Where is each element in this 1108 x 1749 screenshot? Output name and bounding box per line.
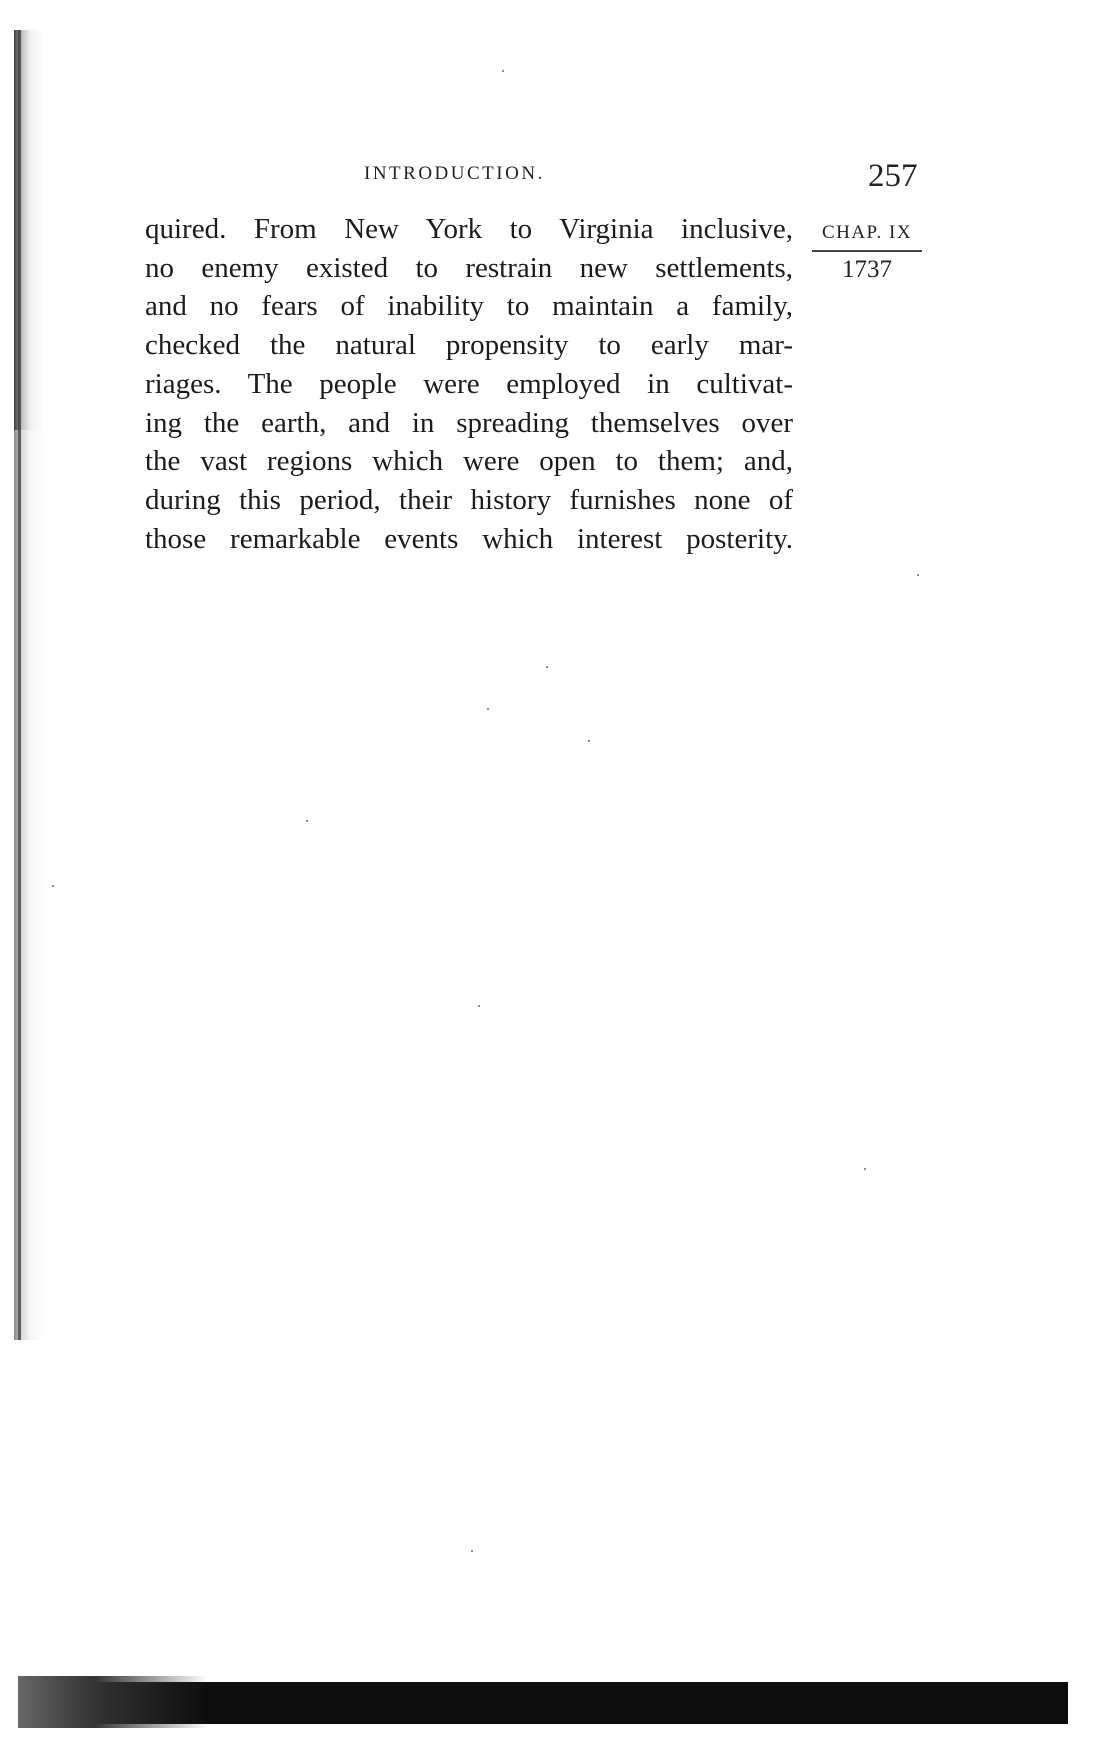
- scan-speck: [471, 1550, 473, 1552]
- text-line: checked the natural propensity to early mar-: [145, 329, 793, 362]
- text-line: those remarkable events which interest posterity.: [145, 522, 793, 555]
- scan-speck: [52, 885, 54, 887]
- text-line: and no fears of inability to maintain a family,: [145, 290, 793, 323]
- scan-speck: [864, 1168, 866, 1170]
- scan-speck: [306, 820, 308, 822]
- scan-bottom-band-fade: [18, 1676, 208, 1728]
- text-line: ing the earth, and in spreading themselves over: [145, 406, 793, 439]
- text-line: the vast regions which were open to them; and,: [145, 445, 793, 478]
- margin-rule: [812, 250, 922, 252]
- scan-speck: [588, 740, 590, 742]
- scan-speck: [917, 574, 919, 576]
- scan-speck: [546, 666, 548, 668]
- body-paragraph: [145, 210, 793, 558]
- running-head: INTRODUCTION.: [364, 163, 545, 184]
- page-number: 257: [868, 158, 918, 194]
- binding-edge-line: [18, 30, 21, 1340]
- scan-speck: [502, 70, 504, 72]
- text-line: riages. The people were employed in cultivat-: [145, 367, 793, 400]
- scan-speck: [487, 708, 489, 710]
- chapter-label: CHAP. IX: [821, 222, 913, 243]
- text-line: quired. From New York to Virginia inclusive,: [145, 213, 793, 245]
- margin-note: [812, 222, 922, 284]
- text-line: during this period, their history furnishes none of: [145, 483, 793, 516]
- text-line: no enemy existed to restrain new settlements,: [145, 251, 793, 284]
- scan-speck: [478, 1005, 480, 1007]
- margin-year: 1737: [842, 256, 892, 283]
